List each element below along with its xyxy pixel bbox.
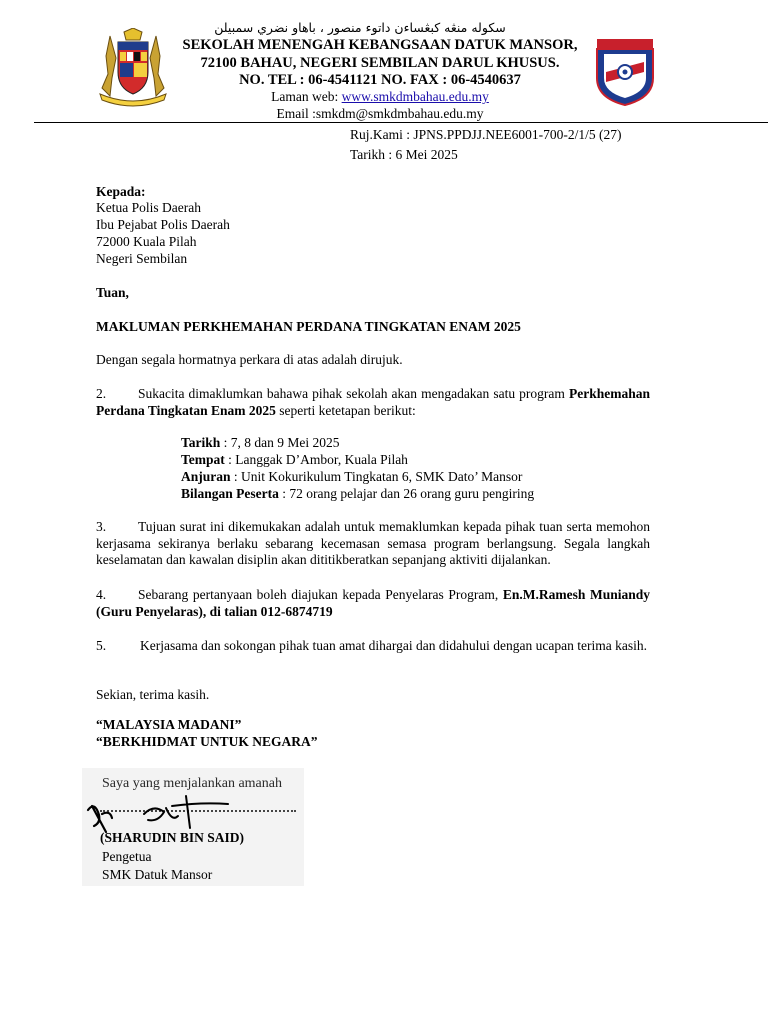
school-website-line xyxy=(130,89,630,105)
signatory-school: SMK Datuk Mansor xyxy=(102,867,213,882)
detail-value: : 7, 8 dan 9 Mei 2025 xyxy=(220,435,340,450)
paragraph-number: 3. xyxy=(96,519,107,534)
signatory-role: Pengetua xyxy=(102,849,152,864)
school-email: Email :smkdm@smkdmbahau.edu.my xyxy=(276,106,484,121)
detail-value: : Unit Kokurikulum Tingkatan 6, SMK Dato’ Mansor xyxy=(230,469,523,484)
paragraph-4 xyxy=(96,587,650,620)
paragraph-2 xyxy=(96,386,650,419)
detail-row xyxy=(181,469,522,486)
detail-row xyxy=(181,486,534,503)
letter-subject: MAKLUMAN PERKHEMAHAN PERDANA TINGKATAN ENAM 2025 xyxy=(96,319,521,334)
paragraph-text: Sukacita dimaklumkan bahawa pihak sekolah akan mengadakan satu program xyxy=(138,386,569,401)
salutation: Tuan, xyxy=(96,285,129,300)
paragraph-number: 2. xyxy=(96,386,107,401)
paragraph-number: 4. xyxy=(96,587,107,602)
recipient-line: 72000 Kuala Pilah xyxy=(96,234,197,249)
paragraph-text: Sebarang pertanyaan boleh diajukan kepada Penyelaras Program, xyxy=(138,587,503,602)
letter-date: Tarikh : 6 Mei 2025 xyxy=(350,147,458,162)
paragraph-5 xyxy=(96,638,650,655)
detail-label: Anjuran xyxy=(181,469,231,484)
detail-row xyxy=(181,435,340,452)
recipient-line: Ibu Pejabat Polis Daerah xyxy=(96,217,230,232)
motto-berkhidmat: “BERKHIDMAT UNTUK NEGARA” xyxy=(96,734,318,749)
paragraph-number: 5. xyxy=(96,638,107,653)
detail-label: Tarikh xyxy=(181,435,221,450)
recipient-line: Ketua Polis Daerah xyxy=(96,200,201,215)
program-name: Perkhemahan Perdana Tingkatan Enam 2025 xyxy=(96,386,650,418)
header-divider xyxy=(34,122,768,123)
signature-amanah: Saya yang menjalankan amanah xyxy=(102,776,282,791)
jawi-school-name: سکوله منڠه کبڠساءن داتوء منصور ، باهاو نضري سمبيلن xyxy=(214,20,506,35)
signatory-name: (SHARUDIN BIN SAID) xyxy=(100,830,245,845)
school-address: 72100 BAHAU, NEGERI SEMBILAN DARUL KHUSUS. xyxy=(200,55,560,71)
detail-label: Tempat xyxy=(181,452,225,467)
paragraph-text: Tujuan surat ini dikemukakan adalah untuk memaklumkan kepada pihak tuan serta memohon kerjasama sekiranya berlaku sebarang kecemasan semasa program berlangsung. Segala langkah keselamatan dan kawalan disiplin akan dititikberatkan sepanjang aktiviti dijalankan. xyxy=(96,519,650,568)
motto-malaysia-madani: “MALAYSIA MADANI” xyxy=(96,717,242,732)
recipient-line: Negeri Sembilan xyxy=(96,251,188,266)
recipient-heading: Kepada: xyxy=(96,184,146,199)
reference-number: Ruj.Kami : JPNS.PPDJJ.NEE6001-700-2/1/5 (27) xyxy=(350,127,622,142)
detail-value: : Langgak D’Ambor, Kuala Pilah xyxy=(224,452,408,467)
school-name: SEKOLAH MENENGAH KEBANGSAAN DATUK MANSOR, xyxy=(182,37,578,53)
coordinator-contact: En.M.Ramesh Muniandy (Guru Penyelaras), di talian 012-6874719 xyxy=(96,587,650,619)
intro-paragraph: Dengan segala hormatnya perkara di atas adalah dirujuk. xyxy=(96,352,403,367)
website-link[interactable]: www.smkdmbahau.edu.my xyxy=(341,89,489,104)
detail-row xyxy=(181,452,408,469)
detail-value: : 72 orang pelajar dan 26 orang guru pengiring xyxy=(278,486,535,501)
paragraph-text: seperti ketetapan berikut: xyxy=(275,402,416,418)
paragraph-3 xyxy=(96,519,650,569)
closing-line: Sekian, terima kasih. xyxy=(96,687,210,702)
paragraph-text: Kerjasama dan sokongan pihak tuan amat dihargai dan didahului dengan ucapan terima kasih. xyxy=(140,638,647,653)
detail-label: Bilangan Peserta xyxy=(181,486,279,501)
website-label: Laman web: xyxy=(271,89,342,104)
school-phone-fax: NO. TEL : 06-4541121 NO. FAX : 06-4540637 xyxy=(239,72,521,88)
